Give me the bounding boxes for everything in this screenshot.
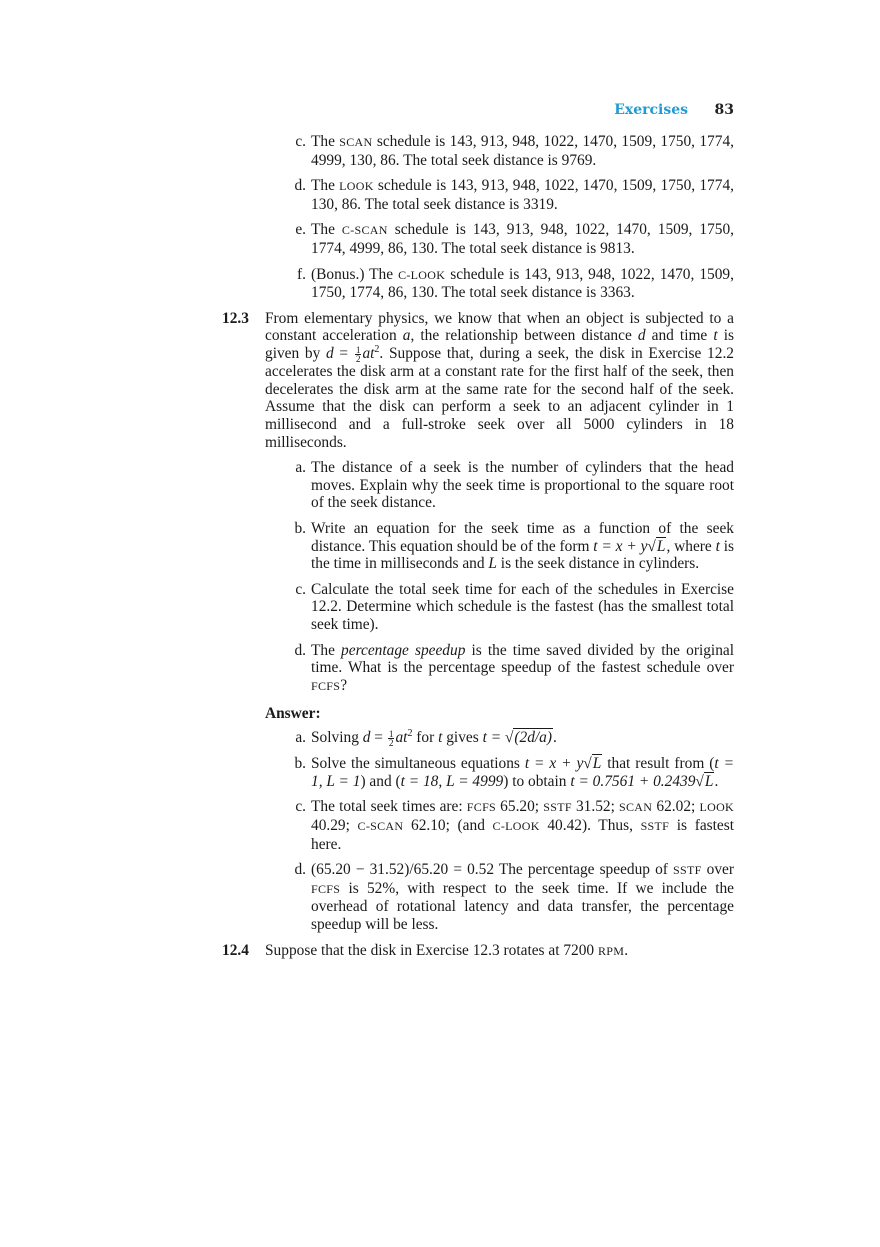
list-item: b. Write an equation for the seek time as a function of the seek distance. This equation should be of the form t = x + y√L, where t is the time in milliseconds and L is the seek distance in cylinders. <box>294 519 734 573</box>
fraction: $\frac{1}{2}$ <box>355 344 361 364</box>
schedule-list <box>285 133 734 302</box>
list-item: c. The total seek times are: FCFS 65.20; SSTF 31.52; SCAN 62.02; LOOK 40.29; C-SCAN 62.10; (and C-LOOK 40.42). Thus, SSTF is fastest here. <box>295 798 735 853</box>
list-item: a. Solving d = $\frac{1}{2}$ $at^2$ for t gives t = √(2d/a). <box>295 727 557 748</box>
square-root: √L <box>583 755 602 773</box>
exercise-12-4 <box>222 942 734 961</box>
square-root: √L <box>647 537 666 555</box>
list-item: b. Solve the simultaneous equations t = x + y√L that result from (t = 1, L = 1) and (t = 18, L = 4999) to obtain t = 0.7561 + 0.2439√L. <box>294 755 734 790</box>
list-item: a. The distance of a seek is the number of cylinders that the head moves. Explain why the seek time is proportional to the square root of the seek distance. <box>295 459 734 512</box>
question-list <box>285 459 734 695</box>
exercise-number: 12.4 <box>222 941 249 959</box>
exercise-text: Suppose that the disk in Exercise 12.3 rotates at 7200 RPM. <box>265 941 629 959</box>
exercise-12-3 <box>222 310 734 451</box>
answer-list <box>285 729 734 934</box>
exercise-text: From elementary physics, we know that when an object is subjected to a constant acceleration a, the relationship between distance d and time t is given by d = $\frac{1}{2}$ $at^2$. Suppose that, during a seek, the disk in Exercise 12.2 accelerates the disk arm at a constant rate for the first half of the seek, then decelerates the disk arm at the same rate for the second half of the seek. Assume that the disk can perform a seek to an adjacent cylinder in 1 millisecond and a full-stroke seek over all 5000 cylinders in 18 milliseconds. <box>265 309 734 451</box>
list-item: c. Calculate the total seek time for each of the schedules in Exercise 12.2. Determine which schedule is the fastest (has the smallest total seek time). <box>295 580 734 633</box>
list-item: c. The SCAN schedule is 143, 913, 948, 1022, 1470, 1509, 1750, 1774, 4999, 130, 86. The total seek distance is 9769. <box>295 133 734 169</box>
fraction: $\frac{1}{2}$ <box>388 728 394 748</box>
exercise-number: 12.3 <box>222 309 249 327</box>
list-item: d. The LOOK schedule is 143, 913, 948, 1022, 1470, 1509, 1750, 1774, 130, 86. The total seek distance is 3319. <box>294 177 734 213</box>
list-item: e. The C-SCAN schedule is 143, 913, 948, 1022, 1470, 1509, 1750, 1774, 4999, 86, 130. The total seek distance is 9813. <box>295 221 734 257</box>
running-header <box>614 102 734 118</box>
list-item: d. The percentage speedup is the time saved divided by the original time. What is the percentage speedup of the fastest schedule over FCFS? <box>294 641 734 694</box>
answer-heading: Answer: <box>265 705 321 723</box>
list-item: d. (65.20 − 31.52)/65.20 = 0.52 The percentage speedup of SSTF over FCFS is 52%, with respect to the seek time. If we include the overhead of rotational latency and data transfer, the percentage speedup will be less. <box>294 861 734 933</box>
list-item: f. (Bonus.) The C-LOOK schedule is 143, 913, 948, 1022, 1470, 1509, 1750, 1774, 86, 130. The total seek distance is 3363. <box>297 265 734 302</box>
page-number: 83 <box>714 102 734 118</box>
page-body <box>222 133 734 968</box>
square-root: √L <box>695 772 714 790</box>
section-title: Exercises <box>614 102 689 118</box>
square-root: √(2d/a) <box>504 728 553 746</box>
